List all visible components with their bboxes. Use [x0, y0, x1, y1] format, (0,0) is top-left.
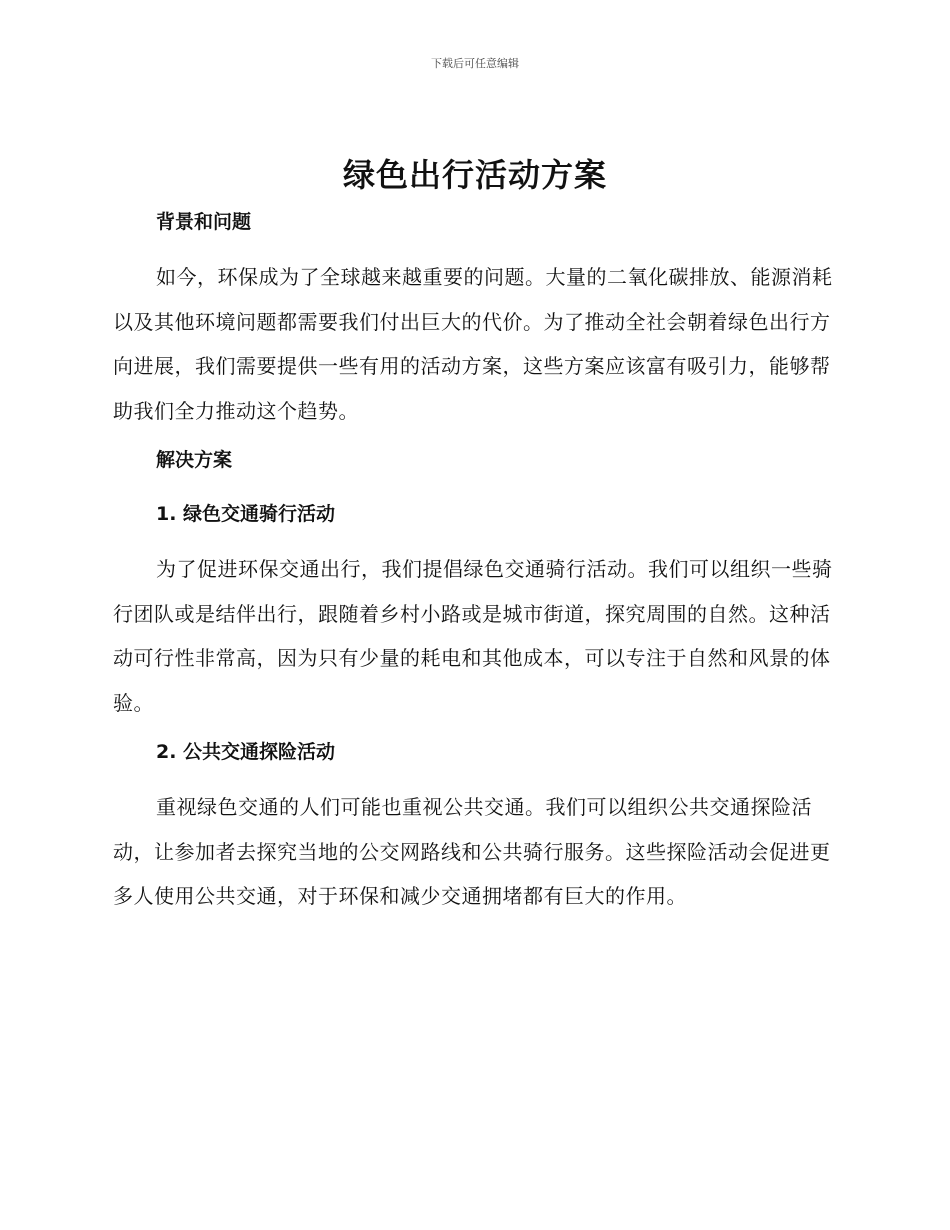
paragraph-public-transport: 重视绿色交通的人们可能也重视公共交通。我们可以组织公共交通探险活动，让参加者去探究当地的公交网路线和公共骑行服务。这些探险活动会促进更多人使用公共交通，对于环保和减少交通拥堵都有巨大的作用。: [113, 795, 831, 908]
section-heading-solution: 解决方案: [156, 449, 233, 471]
document-body: [113, 205, 833, 919]
document-title: 绿色出行活动方案: [342, 156, 607, 194]
paragraph-cycling: 为了促进环保交通出行，我们提倡绿色交通骑行活动。我们可以组织一些骑行团队或是结伴出行，跟随着乡村小路或是城市街道，探究周围的自然。这种活动可行性非常高，因为只有少量的耗电和其他成本，可以专注于自然和风景的体验。: [113, 557, 833, 715]
header-note: 下载后可任意编辑: [431, 57, 519, 70]
section-heading-cycling: 1. 绿色交通骑行活动: [156, 503, 336, 525]
paragraph-background: 如今，环保成为了全球越来越重要的问题。大量的二氧化碳排放、能源消耗以及其他环境问题都需要我们付出巨大的代价。为了推动全社会朝着绿色出行方向进展，我们需要提供一些有用的活动方案，这些方案应该富有吸引力，能够帮助我们全力推动这个趋势。: [113, 265, 833, 423]
section-heading-background: 背景和问题: [156, 211, 252, 233]
section-heading-public-transport: 2. 公共交通探险活动: [156, 741, 336, 763]
